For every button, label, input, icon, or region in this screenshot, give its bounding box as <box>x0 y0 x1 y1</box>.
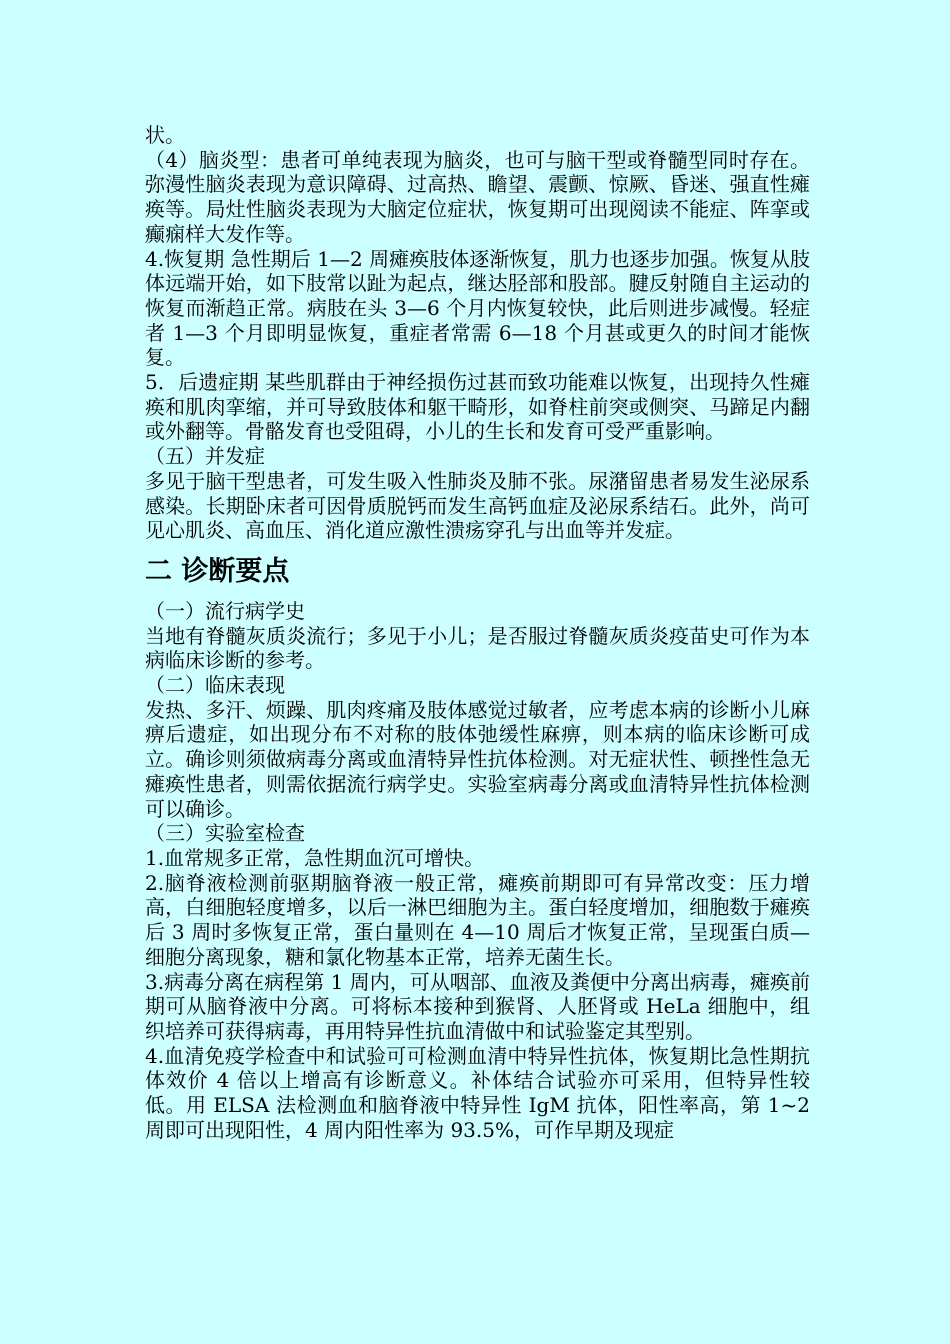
subsection-epidemiology-title: （一）流行病学史 <box>145 598 305 623</box>
paragraph-encephalitis-type: （4）脑炎型：患者可单纯表现为脑炎，也可与脑干型或脊髓型同时存在。弥漫性脑炎表现为意识障碍、过高热、瞻望、震颤、惊厥、昏迷、强直性瘫痪等。局灶性脑炎表现为大脑定位症状，恢复期可出现阅读不能症、阵挛或癫痫样大发作等。 <box>145 147 810 246</box>
paragraph-epidemiology: 当地有脊髓灰质炎流行；多见于小儿；是否服过脊髓灰质炎疫苗史可作为本病临床诊断的参考。 <box>145 623 810 673</box>
paragraph-continuation: 状。 <box>145 123 185 147</box>
paragraph-recovery-period: 4.恢复期 急性期后 1—2 周瘫痪肢体逐渐恢复，肌力也逐步加强。恢复从肢体远端开始，如下肢常以趾为起点，继达胫部和股部。腱反射随自主运动的恢复而渐趋正常。病肢在头 3—6 个月内恢复较快，此后则进步减慢。轻症者 1—3 个月即明显恢复，重症者常需 6—18 个月甚或更久的时间才能恢复。 <box>145 246 810 370</box>
lab-item-csf: 2.脑脊液检测前驱期脑脊液一般正常，瘫痪前期即可有异常改变：压力增高，白细胞轻度增多，以后一淋巴细胞为主。蛋白轻度增加，细胞数于瘫痪后 3 周时多恢复正常，蛋白量则在 4—10 周后才恢复正常，呈现蛋白质—细胞分离现象，糖和氯化物基本正常，培养无菌生长。 <box>145 870 810 969</box>
paragraph-sequelae-period: 5．后遗症期 某些肌群由于神经损伤过甚而致功能难以恢复，出现持久性瘫痪和肌肉挛缩，并可导致肢体和躯干畸形，如脊柱前突或侧突、马蹄足内翻或外翻等。骨骼发育也受阻碍，小儿的生长和发育可受严重影响。 <box>145 370 810 444</box>
paragraph-clinical: 发热、多汗、烦躁、肌肉疼痛及肢体感觉过敏者，应考虑本病的诊断小儿麻痹后遗症，如出现分布不对称的肢体弛缓性麻痹，则本病的临床诊断可成立。确诊则须做病毒分离或血清特异性抗体检测。对无症状性、顿挫性急无瘫痪性患者，则需依据流行病学史。实验室病毒分离或血清特异性抗体检测可以确诊。 <box>145 697 810 821</box>
section-heading-diagnosis: 二 诊断要点 <box>145 555 290 587</box>
lab-item-virus-isolation: 3.病毒分离在病程第 1 周内，可从咽部、血液及粪便中分离出病毒，瘫痪前期可从脑脊液中分离。可将标本接种到猴肾、人胚肾或 HeLa 细胞中，组织培养可获得病毒，再用特异性抗血清做中和试验鉴定其型别。 <box>145 969 810 1043</box>
subsection-lab-title: （三）实验室检查 <box>145 821 305 846</box>
subsection-clinical-title: （二）临床表现 <box>145 673 285 698</box>
lab-item-blood-routine: 1.血常规多正常，急性期血沉可增快。 <box>145 845 485 870</box>
lab-item-serology: 4.血清免疫学检查中和试验可可检测血清中特异性抗体，恢复期比急性期抗体效价 4 倍以上增高有诊断意义。补体结合试验亦可采用，但特异性较低。用 ELSA 法检测血和脑脊液中特异性 IgM 抗体，阳性率高，第 1~2 周即可出现阳性，4 周内阳性率为 93.5%，可作早期及现症 <box>145 1043 810 1142</box>
document-body <box>145 123 810 1142</box>
section-complications-title: （五）并发症 <box>145 444 265 469</box>
paragraph-complications: 多见于脑干型患者，可发生吸入性肺炎及肺不张。尿潴留患者易发生泌尿系感染。长期卧床者可因骨质脱钙而发生高钙血症及泌尿系结石。此外，尚可见心肌炎、高血压、消化道应激性溃疡穿孔与出血等并发症。 <box>145 468 810 543</box>
